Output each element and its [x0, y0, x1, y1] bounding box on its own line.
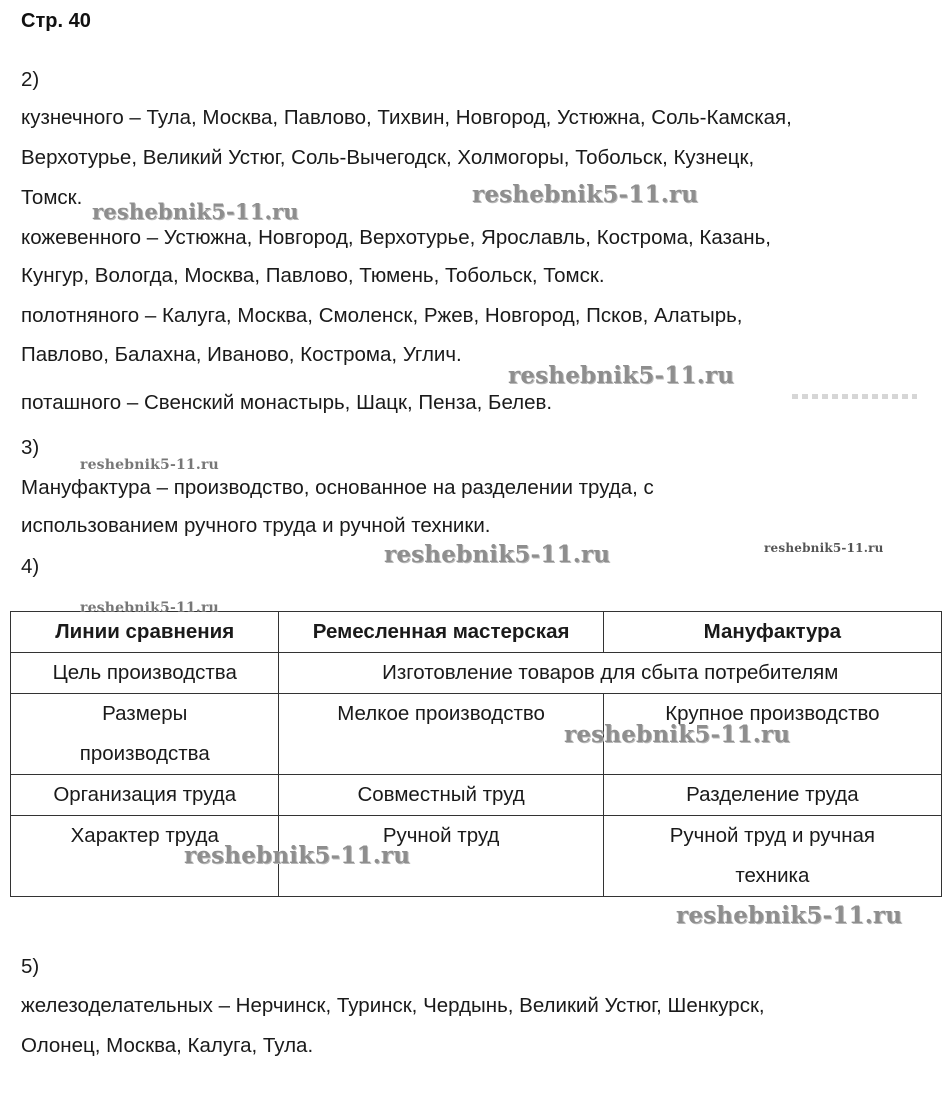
criterion-cell [11, 694, 279, 775]
task-4-number: 4) [21, 555, 40, 578]
watermark: reshebnik5-11.ru [80, 600, 219, 616]
workshop-cell: Ручной труд [279, 816, 603, 897]
watermark: reshebnik5-11.ru [384, 541, 611, 568]
task-2-number: 2) [21, 68, 40, 91]
criterion-line: Размеры [102, 702, 188, 725]
header-criteria: Линии сравнения [11, 612, 279, 653]
task-5-line: железоделательных – Нерчинск, Туринск, Чердынь, Великий Устюг, Шенкурск, [21, 994, 765, 1017]
header-manufactory: Мануфактура [603, 612, 941, 653]
watermark: reshebnik5-11.ru [184, 842, 411, 869]
table-row [11, 775, 942, 816]
task-5-number: 5) [21, 955, 40, 978]
task-2-line: Павлово, Балахна, Иваново, Кострома, Углич. [21, 343, 462, 366]
table-row [11, 694, 942, 775]
table-row [11, 816, 942, 897]
task-2-line: полотняного – Калуга, Москва, Смоленск, Ржев, Новгород, Псков, Алатырь, [21, 304, 743, 327]
task-3-line: Мануфактура – производство, основанное на разделении труда, с [21, 476, 654, 499]
task-2-line: Кунгур, Вологда, Москва, Павлово, Тюмень, Тобольск, Томск. [21, 264, 605, 287]
criterion-cell: Характер труда [11, 816, 279, 897]
task-3-number: 3) [21, 436, 40, 459]
manufactory-cell: Крупное производство [603, 694, 941, 775]
criterion-line: производства [79, 742, 210, 765]
watermark: reshebnik5-11.ru [564, 721, 791, 748]
manufactory-line: техника [735, 864, 810, 887]
task-5-line: Олонец, Москва, Калуга, Тула. [21, 1034, 314, 1057]
watermark: reshebnik5-11.ru [92, 199, 299, 224]
table-header-row [11, 612, 942, 653]
task-2-line: поташного – Свенский монастырь, Шацк, Пенза, Белев. [21, 391, 553, 414]
manufactory-cell [603, 816, 941, 897]
criterion-cell: Цель производства [11, 653, 279, 694]
watermark: reshebnik5-11.ru [764, 541, 884, 555]
criterion-cell: Организация труда [11, 775, 279, 816]
watermark: reshebnik5-11.ru [80, 457, 219, 473]
watermark: reshebnik5-11.ru [508, 362, 735, 389]
shared-value-cell: Изготовление товаров для сбыта потребителям [279, 653, 942, 694]
task-3-line: использованием ручного труда и ручной техники. [21, 514, 491, 537]
manufactory-cell: Разделение труда [603, 775, 941, 816]
watermark: reshebnik5-11.ru [676, 902, 903, 929]
manufactory-line: Ручной труд и ручная [669, 824, 876, 847]
watermark: reshebnik5-11.ru [472, 181, 699, 208]
comparison-table [10, 611, 942, 897]
workshop-cell: Мелкое производство [279, 694, 603, 775]
task-2-line: кузнечного – Тула, Москва, Павлово, Тихвин, Новгород, Устюжна, Соль-Камская, [21, 106, 792, 129]
page-number-heading: Стр. 40 [21, 10, 91, 32]
task-2-line: Верхотурье, Великий Устюг, Соль-Вычегодск, Холмогоры, Тобольск, Кузнецк, [21, 146, 755, 169]
workshop-cell: Совместный труд [279, 775, 603, 816]
table-row [11, 653, 942, 694]
task-2-line: кожевенного – Устюжна, Новгород, Верхотурье, Ярославль, Кострома, Казань, [21, 226, 771, 249]
task-2-line: Томск. [21, 186, 83, 209]
header-workshop: Ремесленная мастерская [279, 612, 603, 653]
faint-watermark-smudge [792, 394, 917, 399]
